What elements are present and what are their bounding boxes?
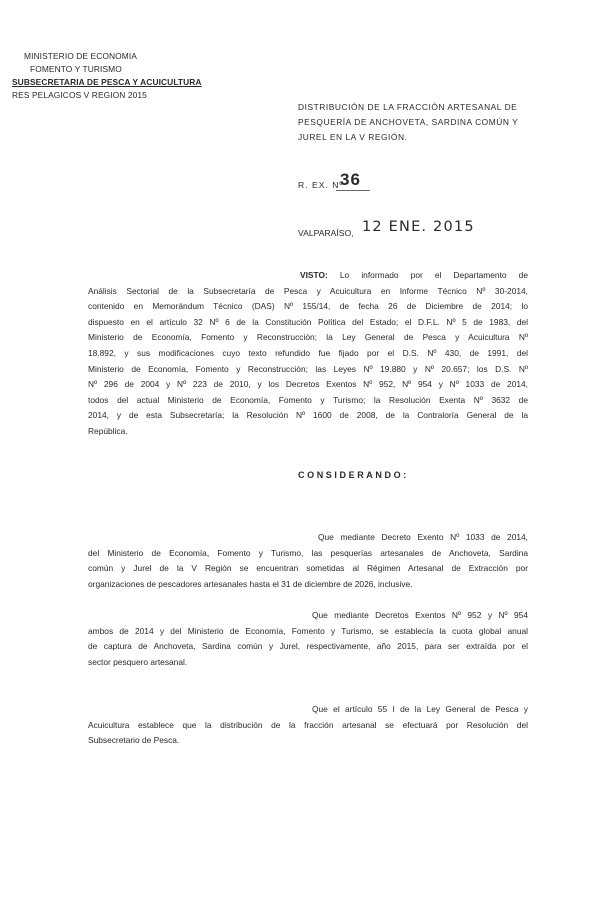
resolution-date-stamp: 12 ENE. 2015 [362,219,475,235]
paragraph-line: organizaciones de pescadores artesanales hasta el 31 de diciembre de 2026, inclusive. [88,578,413,589]
visto-line: República. [88,425,128,436]
visto-line: Ministerio de Economía, Fomento y Reconstrucción; las Leyes Nº 19.880 y Nº 20.657; los D.S. Nº [88,363,528,374]
paragraph-line: Subsecretario de Pesca. [88,735,180,746]
considerando-heading: CONSIDERANDO: [298,470,409,480]
visto-paragraph [88,268,528,440]
subject-line: DISTRIBUCIÓN DE LA FRACCIÓN ARTESANAL DE [298,102,518,112]
paragraph-line: Acuicultura establece que la distribución de la fracción artesanal se efectuará por Resolución del [88,719,528,730]
visto-line: 2014, y de esta Subsecretaría; la Resolución Nº 1600 de 2008, de la Contraloría General de la [88,410,528,421]
visto-text: Lo informado por el Departamento de [339,270,528,280]
paragraph-line: ambos de 2014 y del Ministerio de Economía, Fomento y Turismo, se establecía la cuota global anual [88,625,528,636]
paragraph-line: del Ministerio de Economía, Fomento y Turismo, las pesquerías artesanales de Anchoveta, Sardina [88,547,528,558]
subject-line: PESQUERÍA DE ANCHOVETA, SARDINA COMÚN Y [298,117,519,127]
resolution-number-underline [336,190,370,191]
header-ministry: MINISTERIO DE ECONOMIA [24,51,137,61]
visto-line: contenido en Memorándum Técnico (DAS) Nº 155/14, de fecha 26 de Diciembre de 2014; lo [88,301,528,312]
visto-label: VISTO: [300,270,328,280]
visto-line: Nº 296 de 2004 y Nº 223 de 2010, y los Decretos Exentos Nº 952, Nº 954 y Nº 1033 de 2014, [88,379,528,390]
considerando-paragraph-3 [88,702,528,749]
resolution-number: 36 [340,170,361,189]
paragraph-line: de captura de Anchoveta, Sardina común y Jurel, respectivamente, año 2015, para ser extraída por el [88,641,528,652]
visto-line: 18.892, y sus modificaciones cuyo texto refundido fue fijado por el D.S. Nº 430, de 1991, del [88,347,528,358]
visto-line: todos del actual Ministerio de Economía, Fomento y Turismo; la Resolución Exenta Nº 3632 de [88,394,528,405]
header-reference: RES PELAGICOS V REGION 2015 [12,90,147,100]
subject-line: JUREL EN LA V REGIÓN. [298,132,408,142]
paragraph-line: Que el artículo 55 I de la Ley General de Pesca y [312,704,528,714]
paragraph-line: común y Jurel de la V Región se encuentran sometidas al Régimen Artesanal de Extracción por [88,563,528,574]
visto-line: dispuesto en el artículo 32 Nº 6 de la Constitución Política del Estado; el D.F.L. Nº 5 de 1983, del [88,316,528,327]
visto-line: Ministerio de Economía, Fomento y Reconstrucción; la Ley General de Pesca y Acuicultura Nº [88,332,528,343]
resolution-label: R. EX. Nº [298,180,344,190]
visto-line: Análisis Sectorial de la Subsecretaría de Pesca y Acuicultura en Informe Técnico Nº 30-2014, [88,285,528,296]
paragraph-line: Que mediante Decretos Exentos Nº 952 y Nº 954 [312,610,528,620]
considerando-paragraph-2 [88,608,528,670]
document-subject [298,100,530,145]
paragraph-line: sector pesquero artesanal. [88,656,188,667]
resolution-place: VALPARAÍSO, [298,228,354,238]
paragraph-line: Que mediante Decreto Exento Nº 1033 de 2014, [318,532,528,542]
header-subsecretary: SUBSECRETARIA DE PESCA Y ACUICULTURA [12,77,202,87]
ministry-header [12,50,232,102]
considerando-paragraph-1 [88,530,528,592]
header-ministry-sub: FOMENTO Y TURISMO [30,64,122,74]
visto-first-line [88,268,528,284]
